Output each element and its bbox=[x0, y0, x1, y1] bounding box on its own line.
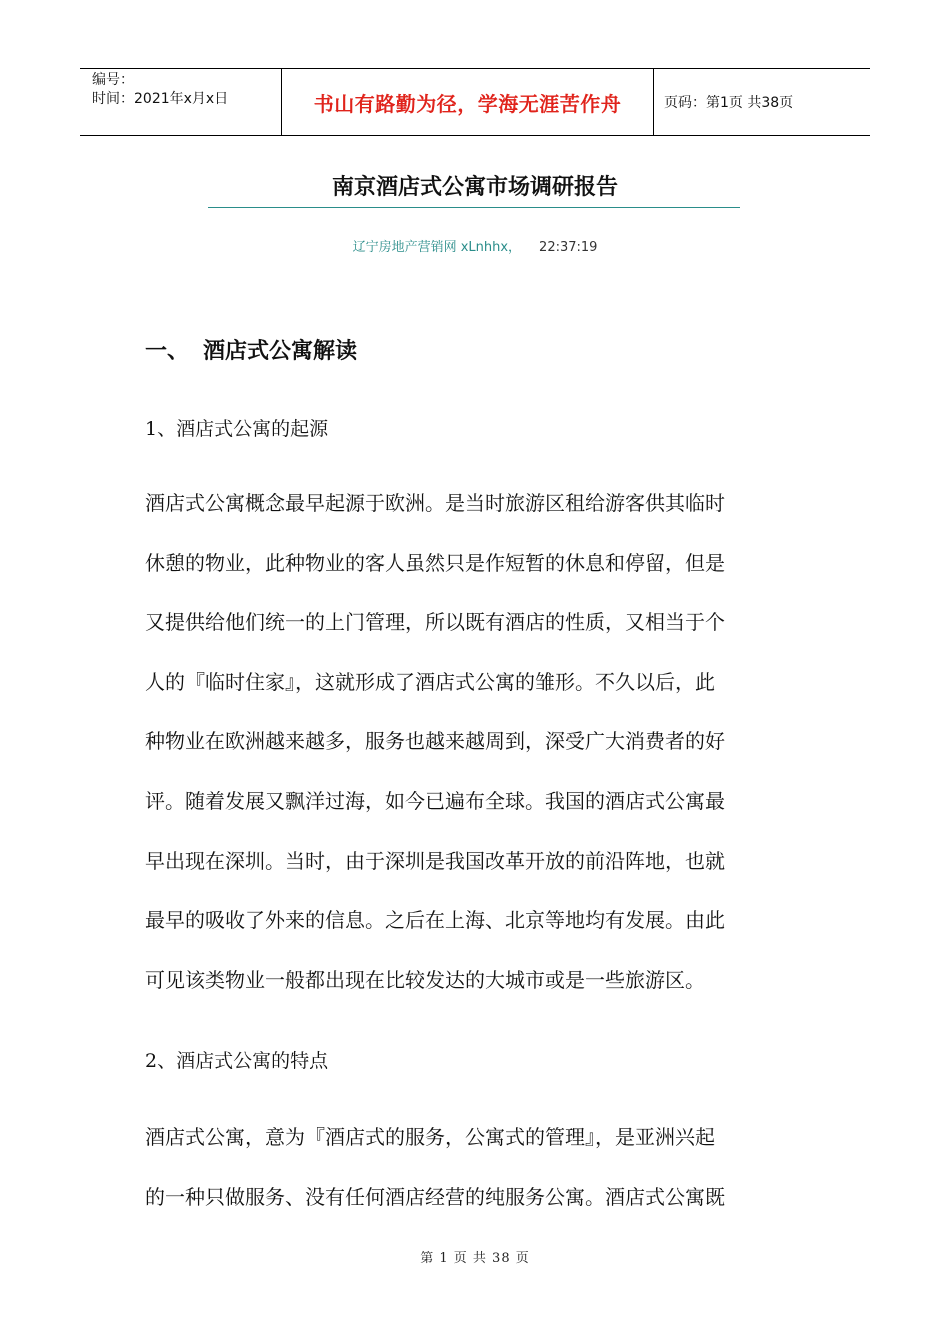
section-number: 一、 bbox=[145, 339, 190, 364]
time-label: 时间：2021年x月x日 bbox=[92, 91, 229, 107]
title-underline bbox=[208, 207, 740, 208]
subheading-features: 2、酒店式公寓的特点 bbox=[145, 1050, 329, 1072]
section-heading bbox=[145, 334, 357, 365]
text-line: 休憩的物业，此种物业的客人虽然只是作短暂的休息和停留，但是 bbox=[145, 550, 725, 575]
text-line: 评。随着发展又飘洋过海，如今已遍布全球。我国的酒店式公寓最 bbox=[145, 788, 725, 813]
section-title: 酒店式公寓解读 bbox=[203, 339, 358, 364]
paragraph-features bbox=[145, 1108, 795, 1227]
text-line: 酒店式公寓概念最早起源于欧洲。是当时旅游区租给游客供其临时 bbox=[145, 491, 725, 515]
subheading-origin: 1、酒店式公寓的起源 bbox=[145, 418, 329, 440]
text-line: 种物业在欧洲越来越多，服务也越来越周到，深受广大消费者的好 bbox=[145, 729, 725, 754]
text-line: 早出现在深圳。当时，由于深圳是我国改革开放的前沿阵地，也就 bbox=[145, 848, 725, 873]
meta-line bbox=[0, 236, 950, 255]
document-title: 南京酒店式公寓市场调研报告 bbox=[331, 175, 618, 200]
header-info-cell bbox=[80, 69, 281, 135]
text-line: 又提供给他们统一的上门管理，所以既有酒店的性质，又相当于个 bbox=[145, 610, 725, 635]
text-line: 人的『临时住家』，这就形成了酒店式公寓的雏形。不久以后，此 bbox=[145, 669, 715, 694]
text-line: 最早的吸收了外来的信息。之后在上海、北京等地均有发展。由此 bbox=[145, 908, 725, 933]
number-label: 编号： bbox=[92, 72, 134, 88]
page-info: 页码：第1页 共38页 bbox=[664, 95, 794, 111]
source-link[interactable]: 辽宁房地产营销网 xLnhhx， bbox=[352, 240, 522, 255]
header-table bbox=[80, 68, 870, 136]
timestamp: 22:37:19 bbox=[539, 240, 598, 255]
page-footer: 第 1 页 共 38 页 bbox=[420, 1251, 530, 1266]
text-line: 的一种只做服务、没有任何酒店经营的纯服务公寓。酒店式公寓既 bbox=[145, 1184, 725, 1209]
paragraph-origin bbox=[145, 474, 795, 1010]
text-line: 可见该类物业一般都出现在比较发达的大城市或是一些旅游区。 bbox=[145, 967, 705, 992]
motto: 书山有路勤为径，学海无涯苦作舟 bbox=[281, 69, 654, 135]
text-line: 酒店式公寓，意为『酒店式的服务，公寓式的管理』，是亚洲兴起 bbox=[145, 1125, 715, 1149]
